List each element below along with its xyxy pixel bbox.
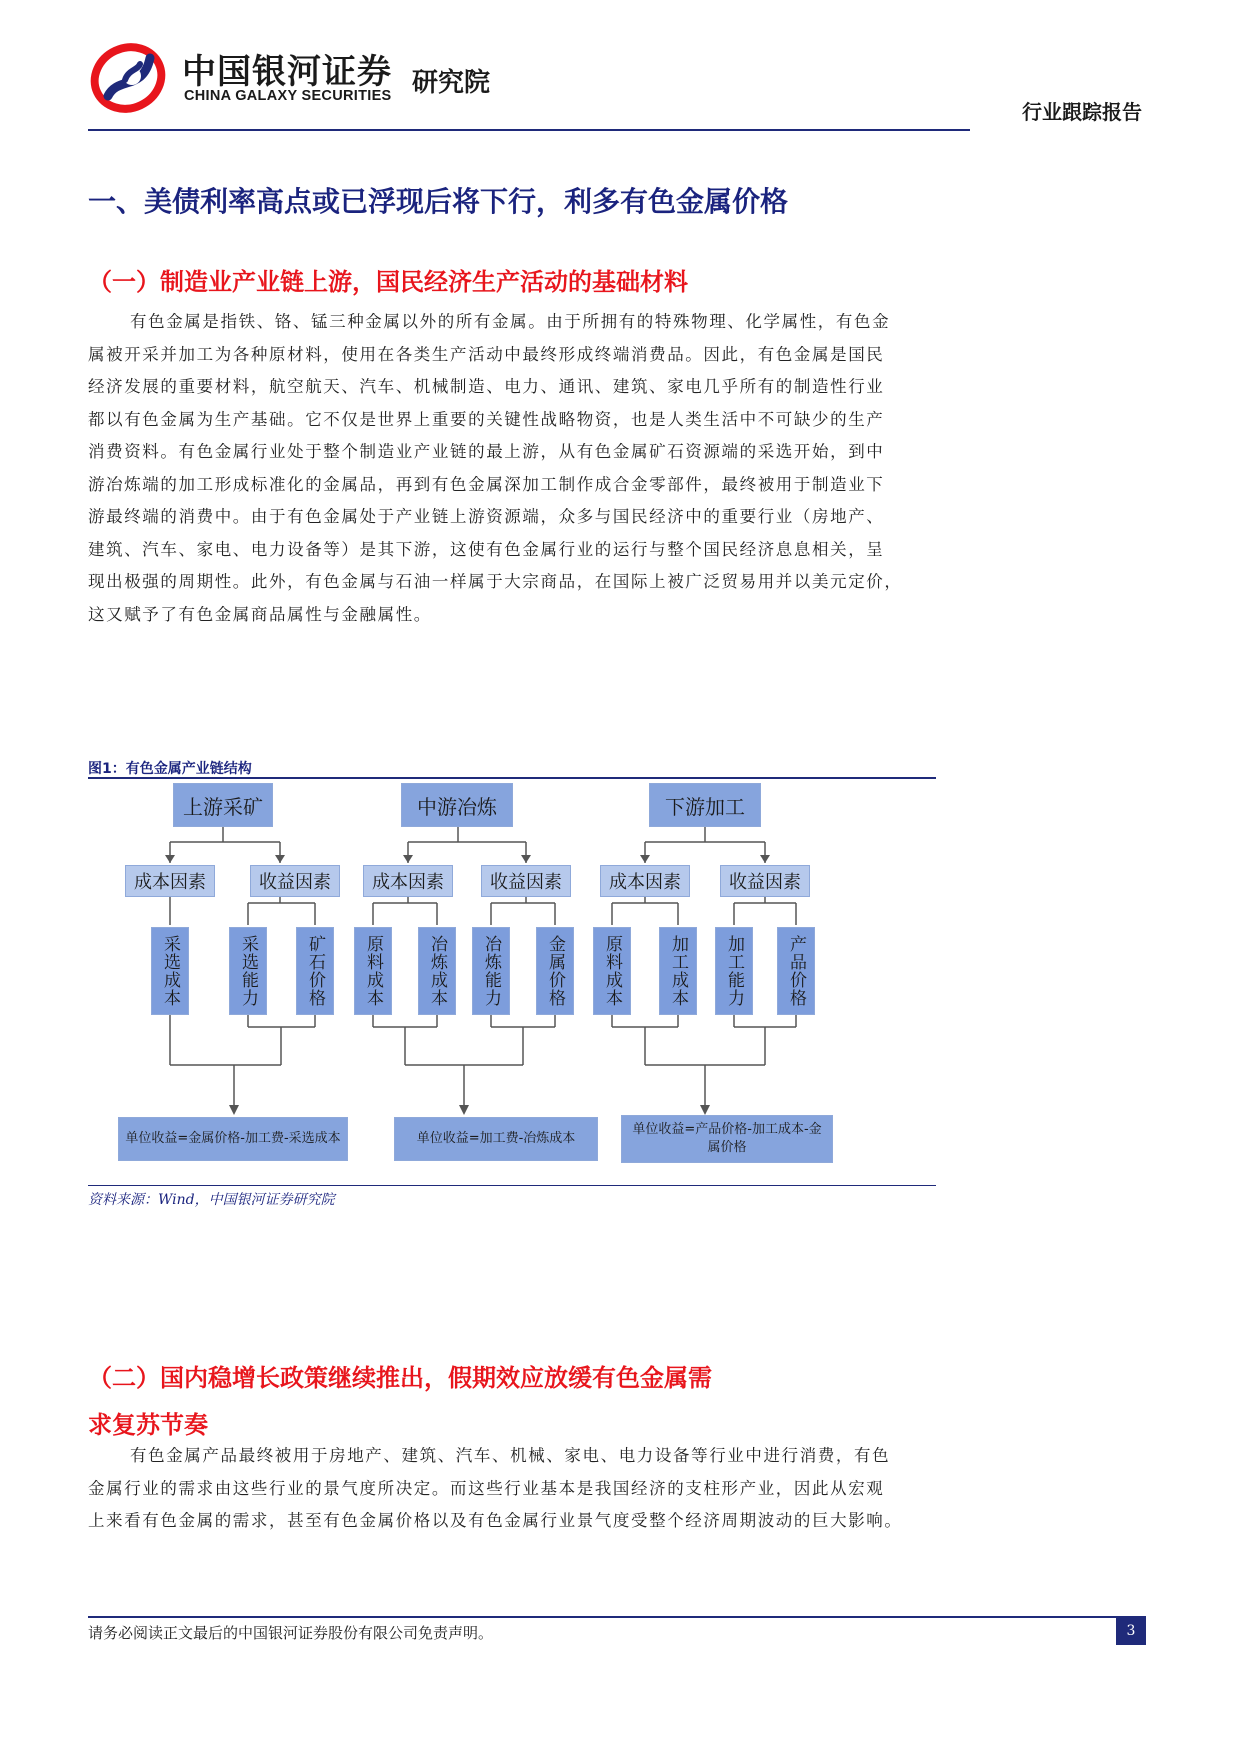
stage-downstream-box: 下游加工 [649, 783, 761, 827]
factor-box: 加工能力 [715, 927, 753, 1015]
paragraph-line: 建筑、汽车、家电、电力设备等）是其下游，这使有色金属行业的运行与整个国民经济息息相关，呈 [88, 539, 885, 559]
paragraph-line: 消费资料。有色金属行业处于整个制造业产业链的最上游，从有色金属矿石资源端的采选开始，到中 [88, 442, 885, 461]
paragraph-line: 有色金属是指铁、铬、锰三种金属以外的所有金属。由于所拥有的特殊物理、化学属性，有色金 [130, 312, 891, 331]
revenue-factor-box: 收益因素 [481, 865, 571, 897]
figure-bottom-rule [88, 1185, 936, 1186]
paragraph-line: 游冶炼端的加工形成标准化的金属品，再到有色金属深加工制作成合金零部件，最终被用于制造业下 [88, 474, 885, 494]
factor-box: 冶炼能力 [472, 927, 510, 1015]
paragraph-line: 金属行业的需求由这些行业的景气度所决定。而这些行业基本是我国经济的支柱形产业，因此从宏观 [88, 1478, 885, 1498]
figure-source: 资料来源：Wind，中国银河证券研究院 [88, 1192, 335, 1208]
factor-box: 矿石价格 [296, 927, 334, 1015]
header-divider [88, 129, 970, 131]
factor-box: 产品价格 [777, 927, 815, 1015]
factor-box: 冶炼成本 [418, 927, 456, 1015]
paragraph-1 [88, 306, 966, 631]
brand-name-cn: 中国银河证券 [182, 52, 392, 92]
formula-box: 单位收益=金属价格-加工费-采选成本 [118, 1117, 348, 1161]
industry-chain-diagram [88, 779, 936, 1184]
factor-box: 金属价格 [536, 927, 574, 1015]
footer-disclaimer: 请务必阅读正文最后的中国银河证券股份有限公司免责声明。 [88, 1624, 494, 1642]
factor-box: 加工成本 [659, 927, 697, 1015]
factor-box: 原料成本 [354, 927, 392, 1015]
subsection-title-1: （一）制造业产业链上游，国民经济生产活动的基础材料 [88, 268, 688, 296]
paragraph-line: 有色金属产品最终被用于房地产、建筑、汽车、机械、家电、电力设备等行业中进行消费，有色 [130, 1446, 891, 1465]
revenue-factor-box: 收益因素 [720, 865, 810, 897]
cost-factor-box: 成本因素 [363, 865, 453, 897]
galaxy-logo [88, 36, 168, 116]
formula-box: 单位收益=加工费-冶炼成本 [394, 1117, 598, 1161]
paragraph-line: 上来看有色金属的需求，甚至有色金属价格以及有色金属行业景气度受整个经济周期波动的巨大影响。 [88, 1511, 903, 1530]
footer-divider [88, 1616, 1146, 1618]
subsection-title-2: （二）国内稳增长政策继续推出，假期效应放缓有色金属需 [88, 1364, 712, 1392]
paragraph-2 [88, 1440, 966, 1538]
paragraph-line: 现出极强的周期性。此外，有色金属与石油一样属于大宗商品，在国际上被广泛贸易用并以美元定价， [88, 572, 903, 591]
report-type: 行业跟踪报告 [1022, 100, 1142, 124]
paragraph-line: 属被开采并加工为各种原材料，使用在各类生产活动中最终形成终端消费品。因此，有色金属是国民 [88, 344, 885, 364]
cost-factor-box: 成本因素 [125, 865, 215, 897]
factor-box: 采选成本 [151, 927, 189, 1015]
brand-institute: 研究院 [412, 68, 491, 98]
paragraph-line: 游最终端的消费中。由于有色金属处于产业链上游资源端，众多与国民经济中的重要行业（房地产、 [88, 507, 885, 526]
brand-name-en: CHINA GALAXY SECURITIES [184, 88, 392, 104]
stage-midstream-box: 中游冶炼 [401, 783, 513, 827]
revenue-factor-box: 收益因素 [250, 865, 340, 897]
paragraph-line: 都以有色金属为生产基础。它不仅是世界上重要的关键性战略物资，也是人类生活中不可缺少的生产 [88, 409, 885, 429]
page-number: 3 [1116, 1617, 1146, 1645]
section-title: 一、美债利率高点或已浮现后将下行，利多有色金属价格 [88, 185, 789, 218]
factor-box: 原料成本 [593, 927, 631, 1015]
formula-box: 单位收益=产品价格-加工成本-金属价格 [621, 1115, 833, 1163]
figure-title: 图1：有色金属产业链结构 [88, 761, 252, 777]
paragraph-line: 这又赋予了有色金属商品属性与金融属性。 [88, 604, 432, 624]
stage-upstream-box: 上游采矿 [173, 783, 273, 827]
factor-box: 采选能力 [229, 927, 267, 1015]
subsection-title-2-cont: 求复苏节奏 [88, 1411, 208, 1439]
paragraph-line: 经济发展的重要材料，航空航天、汽车、机械制造、电力、通讯、建筑、家电几乎所有的制造性行业 [88, 377, 885, 396]
cost-factor-box: 成本因素 [600, 865, 690, 897]
